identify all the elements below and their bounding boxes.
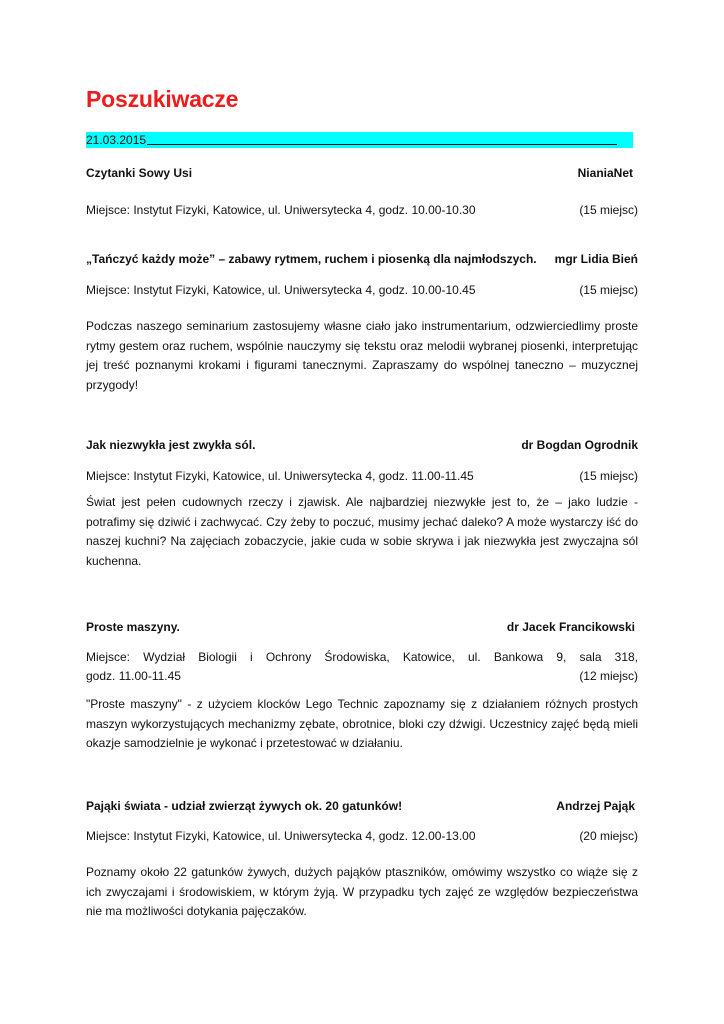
underline-fill xyxy=(147,132,617,145)
event-venue xyxy=(86,828,638,844)
event-title: Czytanki Sowy Usi xyxy=(86,166,193,180)
event-description: Podczas naszego seminarium zastosujemy własne ciało jako instrumentarium, odzwierciedlimy proste rytmy gestem oraz ruchem, wspólnie nauczymy się tekstu oraz melodii wybranej piosenki, interpretując jej treść poznanymi krokami i figurami tanecznymi. Zapraszamy do wspólnej taneczno – muzycznej przygody! xyxy=(86,319,638,392)
event-author: NianiaNet xyxy=(577,166,633,180)
event-heading xyxy=(86,437,638,453)
capacity: (20 miejsc) xyxy=(579,829,638,843)
event-title: Jak niezwykła jest zwykła sól. xyxy=(86,438,256,452)
event-author: mgr Lidia Bień xyxy=(554,252,638,266)
event-title: „Tańczyć każdy może” – zabawy rytmem, ruchem i piosenką dla najmłodszych. xyxy=(86,252,537,266)
venue-time: godz. 11.00-11.45 xyxy=(86,669,181,683)
event-title: Proste maszyny. xyxy=(86,620,180,634)
page-title: Poszukiwacze xyxy=(86,86,239,112)
date-line xyxy=(86,132,633,148)
event-author: Andrzej Pająk xyxy=(556,799,635,813)
event-venue xyxy=(86,202,638,218)
event-venue xyxy=(86,648,638,686)
capacity: (15 miejsc) xyxy=(579,469,638,483)
event-heading xyxy=(86,165,638,181)
event-description: "Proste maszyny" - z użyciem klocków Lego Technic zapoznamy się z działaniem różnych prostych maszyn wykorzystujących mechanizmy zębate, obrotnice, bloki czy dźwigi. Uczestnicy zajęć będą mieli okazje samodzielnie je wykonać i przetestować w działaniu. xyxy=(86,697,638,750)
venue-text: Miejsce: Instytut Fizyki, Katowice, ul. Uniwersytecka 4, godz. 11.00-11.45 xyxy=(86,469,474,483)
event-title: Pająki świata - udział zwierząt żywych ok. 20 gatunków! xyxy=(86,799,403,813)
capacity: (15 miejsc) xyxy=(579,283,638,297)
event-heading xyxy=(86,251,638,267)
capacity: (15 miejsc) xyxy=(579,203,638,217)
event-date: 21.03.2015 xyxy=(86,133,147,147)
event-heading xyxy=(86,619,638,635)
event-heading xyxy=(86,798,638,814)
venue-text: Miejsce: Wydział Biologii i Ochrony Środowiska, Katowice, ul. Bankowa 9, sala 318, xyxy=(86,650,638,664)
event-venue xyxy=(86,282,638,298)
event-description: Poznamy około 22 gatunków żywych, dużych pająków ptaszników, omówimy wszystko co wiąże się z ich zwyczajami i środowiskiem, w którym żyją. W przypadku tych zajęć ze względów bezpieczeństwa nie ma możliwości dotykania pajęczaków. xyxy=(86,865,638,918)
venue-text: Miejsce: Instytut Fizyki, Katowice, ul. Uniwersytecka 4, godz. 10.00-10.45 xyxy=(86,283,476,297)
event-author: dr Jacek Francikowski xyxy=(506,620,635,634)
event-author: dr Bogdan Ogrodnik xyxy=(521,438,638,452)
venue-text: Miejsce: Instytut Fizyki, Katowice, ul. Uniwersytecka 4, godz. 12.00-13.00 xyxy=(86,829,476,843)
event-description: Świat jest pełen cudownych rzeczy i zjawisk. Ale najbardziej niezwykłe jest to, że – jako ludzie - potrafimy się dziwić i zachwycać. Czy żeby to poczuć, musimy jechać daleko? A może wystarczy iść do naszej kuchni? Na zajęciach zobaczycie, jakie cuda w sobie skrywa i jak niezwykła jest zwyczajna sól kuchenna. xyxy=(86,495,638,568)
venue-text: Miejsce: Instytut Fizyki, Katowice, ul. Uniwersytecka 4, godz. 10.00-10.30 xyxy=(86,203,476,217)
event-venue xyxy=(86,468,638,484)
capacity: (12 miejsc) xyxy=(579,669,638,683)
